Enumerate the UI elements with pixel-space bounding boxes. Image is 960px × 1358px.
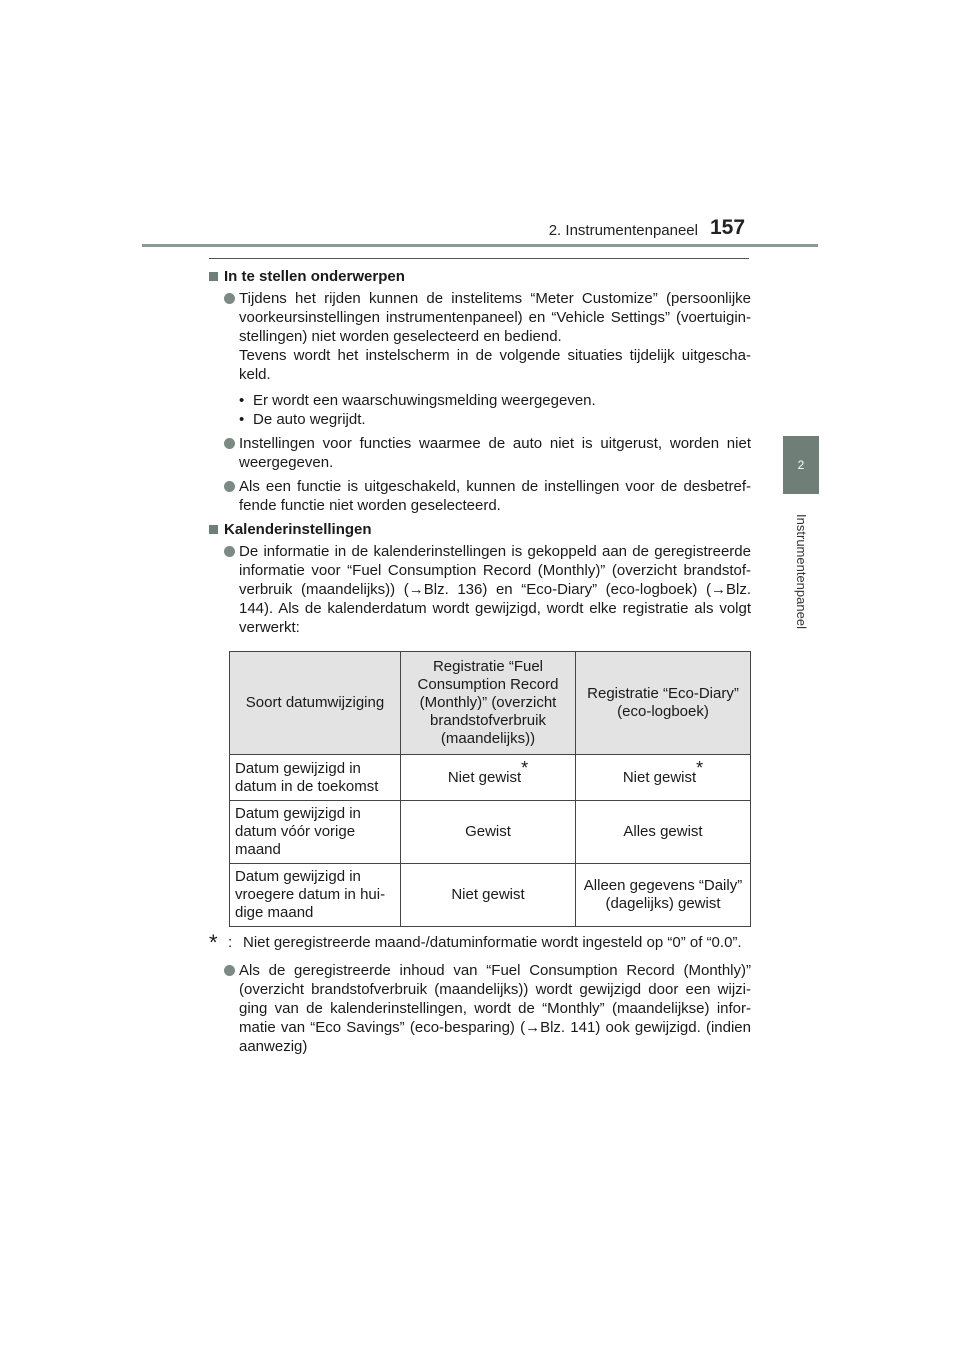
sub-list-item: • De auto wegrijdt. <box>239 410 751 429</box>
asterisk-mark: * <box>696 757 704 778</box>
table-header-row <box>230 652 751 755</box>
page-content <box>209 264 751 1061</box>
list-item <box>209 542 751 637</box>
page-number: 157 <box>710 216 746 239</box>
table-cell <box>401 755 576 801</box>
section-title-text: In te stellen onderwerpen <box>224 268 405 285</box>
table-row <box>230 864 751 927</box>
table-cell: Alleen gegevens “Daily” (dagelijks) gewist <box>576 864 751 927</box>
table-row <box>230 801 751 864</box>
list-item <box>209 961 751 1056</box>
chapter-tab-label-text: Instrumentenpaneel <box>793 513 809 629</box>
table-cell-text: Niet gewist <box>622 768 697 786</box>
list-item <box>209 289 751 429</box>
table-cell-text: Niet gewist <box>447 768 522 786</box>
asterisk-mark: * <box>521 757 529 778</box>
bullet-dot-icon <box>224 293 235 304</box>
table-cell: Alles gewist <box>576 801 751 864</box>
table-cell: Datum gewijzigd in datum in de toekomst <box>230 755 401 801</box>
bullet-dot-icon <box>224 546 235 557</box>
section-square-icon <box>209 272 218 281</box>
bullet-dot-icon <box>224 965 235 976</box>
table-cell: Datum gewijzigd in datum vóór vorige maand <box>230 801 401 864</box>
content-divider <box>209 258 749 259</box>
bullet-text: Instellingen voor functies waarmee de auto niet is uitgerust, worden niet weergegeven. <box>239 435 751 471</box>
chapter-tab-number[interactable] <box>783 436 819 494</box>
section-square-icon <box>209 525 218 534</box>
bullet-dot-icon <box>224 438 235 449</box>
bullet-text: Als de geregistreerde inhoud van “Fuel Consumption Record (Monthly)” (overzicht brandstofverbruik (maandelijks)) wordt gewijzigd door een wijzi-ging van de kalenderinstellingen, wordt de “Monthly” (maandelijkse) infor-matie van “Eco Savings” (eco-besparing) (→Blz. 141) ook gewijzigd. (indien aanwezig) <box>239 962 751 1055</box>
section-title-settings <box>209 267 751 286</box>
bullet-text: Als een functie is uitgeschakeld, kunnen de instellingen voor de desbetref-fende functie niet worden geselecteerd. <box>239 478 751 514</box>
table-header-cell: Soort datumwijziging <box>230 652 401 755</box>
table-header-cell: Registratie “Fuel Consumption Record (Monthly)” (overzicht brandstofverbruik (maandelijks)) <box>401 652 576 755</box>
chapter-tab-label <box>781 505 821 637</box>
calendar-change-table <box>229 651 751 927</box>
chapter-title: 2. Instrumentenpaneel <box>548 222 698 239</box>
bullet-dot-icon <box>224 481 235 492</box>
section-title-calendar <box>209 520 751 539</box>
sub-list-item: • Er wordt een waarschuwingsmelding weergegeven. <box>239 391 751 410</box>
bullet-text-continued: Tevens wordt het instelscherm in de volgende situaties tijdelijk uitgescha-keld. <box>239 347 751 383</box>
sub-list <box>239 391 751 429</box>
header-divider <box>142 244 818 247</box>
table-footnote <box>209 930 751 955</box>
section-title-text: Kalenderinstellingen <box>224 521 372 538</box>
bullet-text: De informatie in de kalenderinstellingen is gekoppeld aan de geregistreerde informatie voor “Fuel Consumption Record (Monthly)” (overzicht brandstof-verbruik (maandelijks)) (→Blz. 136) en “Eco-Diary” (eco-logboek) (→Blz. 144). Als de kalenderdatum wordt gewijzigd, wordt elke registratie als volgt verwerkt: <box>239 543 751 636</box>
table-cell: Niet gewist <box>401 864 576 927</box>
table-header-cell: Registratie “Eco-Diary” (eco-logboek) <box>576 652 751 755</box>
footnote-text: Niet geregistreerde maand-/datuminformatie wordt ingesteld op “0” of “0.0”. <box>243 934 742 951</box>
bullet-text: Tijdens het rijden kunnen de instelitems “Meter Customize” (persoonlijke voorkeursinstellingen instrumentenpaneel) en “Vehicle Settings” (voertuigin-stellingen) niet worden geselecteerd en bediend. <box>239 290 751 345</box>
list-item <box>209 434 751 472</box>
table-cell: Gewist <box>401 801 576 864</box>
table-cell: Datum gewijzigd in vroegere datum in hui-dige maand <box>230 864 401 927</box>
footnote-colon: : <box>228 934 233 951</box>
table-row <box>230 755 751 801</box>
list-item <box>209 477 751 515</box>
chapter-tab-number-label: 2 <box>797 458 805 472</box>
table-cell <box>576 755 751 801</box>
footnote-asterisk: * <box>209 930 218 955</box>
